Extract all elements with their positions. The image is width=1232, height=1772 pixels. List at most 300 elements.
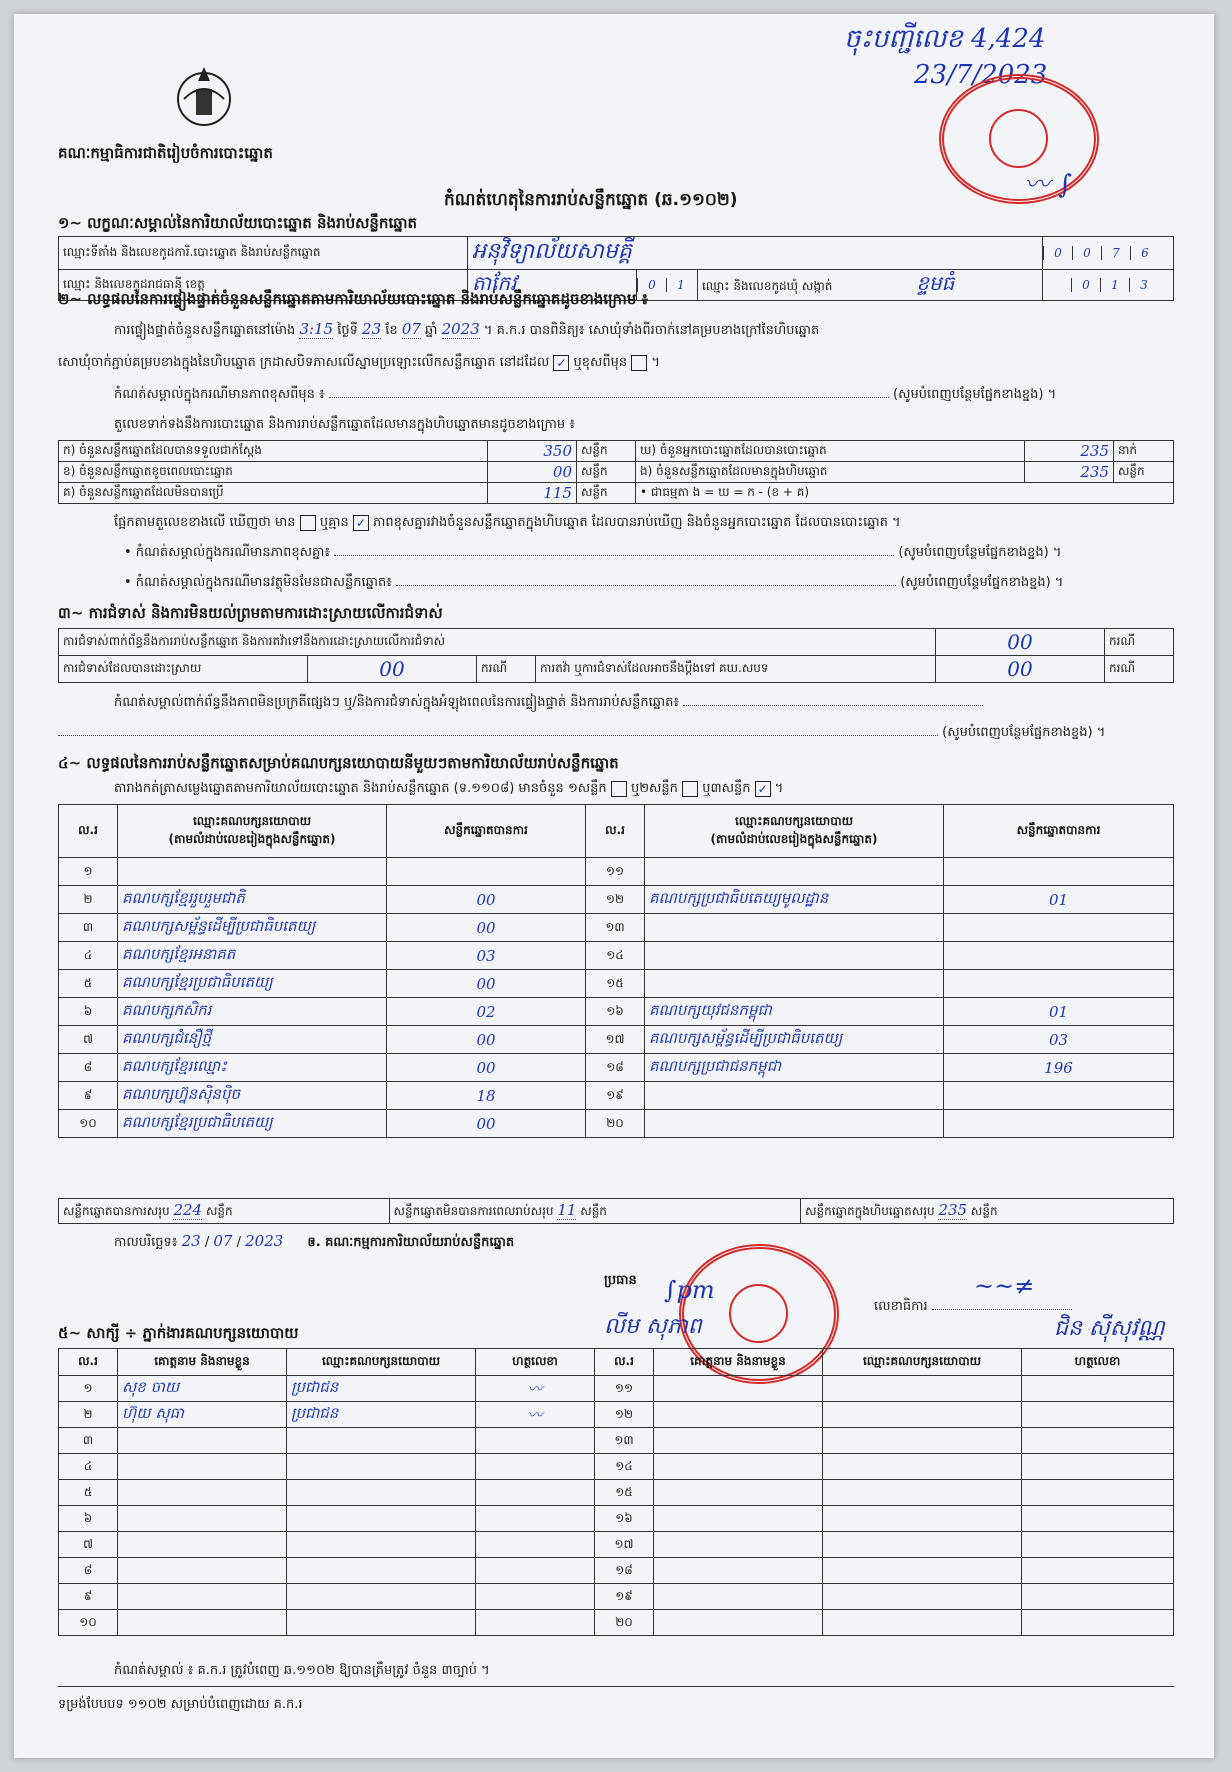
party-votes: 03 [944,1026,1174,1054]
witness-name [654,1532,823,1558]
party-row [59,970,1174,998]
witness-signature [476,1480,595,1506]
col-no: ល.រ [59,805,118,858]
party-votes: 00 [387,886,586,914]
resolved-value: 00 [308,656,477,683]
witness-party [823,1402,1022,1428]
party-name: គណបក្សខ្មែរអនាគត [118,942,387,970]
commune-name: ខ្ទមធំ [916,271,955,295]
bullet-objects [124,574,1174,593]
commune-code-digit: 3 [1129,278,1158,292]
witness-col-party: ឈ្មោះគណបក្សនយោបាយ [287,1349,476,1376]
witness-no: ១៣ [595,1428,654,1454]
seal-check-line: សោឃុំចាក់ភ្ជាប់គម្របខាងក្នុងនៃហិបឆ្នោត ក្រដាសបិទភាសលើស្នាមប្រឡោះលើកសន្លឹកឆ្នោត នៅដដែល ✓ ឬខុសពីមុន ។ [58,355,660,370]
party-no: ១៦ [586,998,645,1026]
section3-heading: ៣~ ការជំទាស់ និងការមិនយល់ព្រមតាមការដោះស្រាយលើការជំទាស់ [58,604,443,622]
witness-name [654,1480,823,1506]
objections-total-label: ការជំទាស់ពាក់ព័ន្ធនឹងការរាប់សន្លឹកឆ្នោត និងការតវ៉ាទៅនឹងការដោះស្រាយលើការជំទាស់ [59,629,936,656]
witness-name [654,1454,823,1480]
party-row [59,914,1174,942]
witness-col-sign-right: ហត្ថលេខា [1022,1349,1174,1376]
bullet-objects-suffix: (សូមបំពេញបន្ថែមផ្នែកខាងខ្នង) ។ [900,575,1064,590]
witness-no: ២០ [595,1610,654,1636]
witness-party [823,1558,1022,1584]
witness-no: ៧ [59,1532,118,1558]
party-name: គណបក្សជំនឿថ្មី [118,1026,387,1054]
two-sheets-checkbox[interactable] [682,781,698,797]
objections-total-value: 00 [936,629,1105,656]
witness-col-no: ល.រ [59,1349,118,1376]
witness-table [58,1348,1174,1636]
col-votes-right: សន្លឹកឆ្នោតបានការ [944,805,1174,858]
unused-unit: សន្លឹក [577,483,636,504]
party-name: គណបក្សប្រជាជនកម្ពុជា [645,1054,944,1082]
witness-signature [476,1454,595,1480]
spoiled-label: ខ) ចំនួនសន្លឹកឆ្នោតខូចពេលបោះឆ្នោត [59,462,488,483]
party-no: ៨ [59,1054,118,1082]
party-results-table [58,804,1174,1138]
ballot-figures-table [58,440,1174,504]
party-no: ២០ [586,1110,645,1138]
voters-unit: នាក់ [1114,441,1174,462]
discrepancy-label-c: ភាពខុសគ្នារវាងចំនួនសន្លឹកឆ្នោតក្នុងហិបឆ្នោត ដែលបានរាប់ឃើញ និងចំនួនអ្នកបោះឆ្នោត ដែលបានបោះឆ្នោត ។ [373,515,901,530]
witness-row [59,1558,1174,1584]
party-votes [944,1110,1174,1138]
diff-note-label: កំណត់សម្គាល់ក្នុងករណីមានភាពខុសពីមុន ៖ [114,387,325,402]
three-sheets-label: ឬ៣សន្លឹក [702,781,751,796]
witness-name [654,1610,823,1636]
discrepancy-label-b: ឬគ្មាន [319,515,349,530]
spoiled-unit: សន្លឹក [577,462,636,483]
total-invalid-cell [389,1199,801,1224]
seal-check-text: សោឃុំចាក់ភ្ជាប់គម្របខាងក្នុងនៃហិបឆ្នោត ក្រដាសបិទភាសលើស្នាមប្រឡោះលើកសន្លឹកឆ្នោត នៅដដែល [58,355,550,370]
witness-col-party-right: ឈ្មោះគណបក្សនយោបាយ [823,1349,1022,1376]
verification-line [114,320,1174,341]
section1-heading: ១~ លក្ខណៈសម្គាល់នៃការិយាល័យបោះឆ្នោត និងរាប់សន្លឹកឆ្នោត [58,214,418,232]
witness-signature [476,1532,595,1558]
verify-month: 07 [401,320,421,338]
bullet-objects-label: • កំណត់សម្គាល់ក្នុងករណីមានវត្ថុមិនមែនជាសន្លឹកឆ្នោត៖ [124,575,392,590]
witness-no: ១៨ [595,1558,654,1584]
unused-label: គ) ចំនួនសន្លឹកឆ្នោតដែលមិនបានប្រើ [59,483,488,504]
col-no-right: ល.រ [586,805,645,858]
witness-no: ១៦ [595,1506,654,1532]
witness-no: ៩ [59,1584,118,1610]
party-no: ៩ [59,1082,118,1110]
witness-name: សុខ ចាយ [118,1376,287,1402]
party-no: ១០ [59,1110,118,1138]
col-party-right-title: ឈ្មោះគណបក្សនយោបាយ [734,814,854,828]
party-no: ៣ [59,914,118,942]
station-code-digit: 7 [1101,246,1130,260]
party-name: គណបក្សខ្មែរប្រជាធិបតេយ្យ [118,970,387,998]
diff-note-line [114,386,1174,405]
received-unit: សន្លឹក [577,441,636,462]
totals-table [58,1198,1174,1224]
nec-emblem-icon [174,59,234,129]
witness-signature [1022,1532,1174,1558]
secretary-label [874,1298,1072,1317]
witness-name [654,1558,823,1584]
party-name: គណបក្សកសិករ [118,998,387,1026]
witness-no: ៥ [59,1480,118,1506]
witness-no: ១១ [595,1376,654,1402]
party-row [59,858,1174,886]
party-name: គណបក្សខ្មែរឈ្មោះ [118,1054,387,1082]
total-valid-unit: សន្លឹក [205,1204,233,1218]
total-box-value: 235 [938,1201,968,1219]
station-code-digit: 0 [1043,246,1072,260]
party-no: ១៧ [586,1026,645,1054]
witness-name [654,1402,823,1428]
diff-note-suffix: (សូមបំពេញបន្ថែមផ្នែកខាងខ្នង) ។ [893,387,1057,402]
irregularity-note-label: កំណត់សម្គាល់ពាក់ព័ន្ធនឹងភាពមិនប្រក្រតីផ្សេងៗ ឬ/និងការជំទាស់ក្នុងអំឡុងពេលនៃការផ្ទៀងផ្ទាត់ និងការរាប់សន្លឹកឆ្នោត៖ [114,695,680,710]
received-label: ក) ចំនួនសន្លឹកឆ្នោតដែលបានទទួលជាក់ស្តែង [59,441,488,462]
date-line: កាលបរិច្ឆេទ៖ 23 / 07 / 2023 ឲ. គណៈកម្មការការិយាល័យរាប់សន្លឹកឆ្នោត [114,1232,515,1250]
party-votes: 196 [944,1054,1174,1082]
received-value: 350 [488,441,577,462]
witness-party [823,1506,1022,1532]
witness-signature [476,1610,595,1636]
witness-no: ១៤ [595,1454,654,1480]
witness-col-sign: ហត្ថលេខា [476,1349,595,1376]
witness-no: ៣ [59,1428,118,1454]
witness-name: ហ៊ុយ សុធា [118,1402,287,1428]
witness-signature [476,1428,595,1454]
in-box-label: ង) ចំនួនសន្លឹកឆ្នោតដែលមានក្នុងហិបឆ្នោត [636,462,1025,483]
date-year: 2023 [245,1232,284,1250]
party-votes: 01 [944,998,1174,1026]
station-code [1043,237,1174,270]
witness-party [823,1610,1022,1636]
witness-signature [476,1558,595,1584]
footer-note: កំណត់សម្គាល់ ៖ គ.ក.រ ត្រូវបំពេញ ឆ.១១០២ ឱ្យបានត្រឹមត្រូវ ចំនួន ៣ច្បាប់ ។ [114,1663,490,1678]
party-name [645,914,944,942]
witness-name [654,1506,823,1532]
verify-time-label: ការផ្ទៀងផ្ទាត់ចំនួនសន្លឹកឆ្នោតនៅម៉ោង [114,323,296,338]
objections-table [58,628,1174,683]
resolved-label: ការជំទាស់ដែលបានដោះស្រាយ [59,656,308,683]
province-name: តាកែវ [468,270,637,301]
witness-row [59,1506,1174,1532]
witness-party [823,1532,1022,1558]
witness-party [287,1480,476,1506]
date-label: កាលបរិច្ឆេទ៖ [114,1235,178,1250]
witness-party: ប្រជាជន [287,1376,476,1402]
witness-signature [1022,1610,1174,1636]
witness-party [823,1376,1022,1402]
discrepancy-line [114,514,1174,533]
three-sheets-checkbox[interactable]: ✓ [755,781,771,797]
witness-party [287,1506,476,1532]
party-votes: 18 [387,1082,586,1110]
party-name [645,1082,944,1110]
witness-no: ៤ [59,1454,118,1480]
party-no: ១២ [586,886,645,914]
station-code-digit: 6 [1130,246,1159,260]
party-row [59,886,1174,914]
witness-col-name-right: គោត្តនាម និងនាមខ្លួន [654,1349,823,1376]
total-valid-label: សន្លឹកឆ្នោតបានការសរុប [63,1204,170,1218]
witness-name [118,1428,287,1454]
party-no: ១៥ [586,970,645,998]
party-row [59,1110,1174,1138]
witness-party [287,1532,476,1558]
witness-signature [1022,1584,1174,1610]
witness-row [59,1480,1174,1506]
party-name [645,1110,944,1138]
unused-value: 115 [488,483,577,504]
has-discrepancy-checkbox[interactable] [300,515,316,531]
signature-top: 〰 ∫ [1024,170,1072,200]
appeal-label: ការតវ៉ា ឬការជំទាស់ដែលអាចនឹងប្តឹងទៅ គឃ.សបទ [536,656,936,683]
station-name: អនុវិទ្យាល័យសាមគ្គី [468,237,1043,270]
party-row [59,1054,1174,1082]
party-row [59,998,1174,1026]
chair-signature: ∫pm [664,1276,715,1304]
party-name: គណបក្សសម្ព័ន្ធដើម្បីប្រជាធិបតេយ្យ [118,914,387,942]
in-box-value: 235 [1025,462,1114,483]
total-box-cell [801,1199,1174,1224]
party-row [59,1082,1174,1110]
total-valid-cell [59,1199,390,1224]
station-label: ឈ្មោះទីតាំង និងលេខកូដការិ.បោះឆ្នោត និងរាប់សន្លឹកឆ្នោត [59,237,468,270]
document-page [14,14,1214,1758]
witness-signature [1022,1480,1174,1506]
witness-party [287,1454,476,1480]
irregularity-note-line2 [58,724,1174,743]
registry-number: ចុះបញ្ជីលេខ 4,424 [844,24,1046,54]
witness-signature: 〰 [476,1402,595,1428]
col-party [118,805,387,858]
org-name: គណៈកម្មាធិការជាតិរៀបចំការបោះឆ្នោត [58,144,273,162]
bullet-discrepancy [124,544,1174,563]
footer-divider [58,1686,1174,1687]
witness-signature [1022,1402,1174,1428]
col-party-title: ឈ្មោះគណបក្សនយោបាយ [192,814,312,828]
party-name [645,942,944,970]
irregularity-note-suffix: (សូមបំពេញបន្ថែមផ្នែកខាងខ្នង) ។ [942,725,1106,740]
figures-intro: តួលេខទាក់ទងនឹងការបោះឆ្នោត និងការរាប់សន្លឹកឆ្នោតដែលមានក្នុងហិបឆ្នោតមានដូចខាងក្រោម ៖ [114,417,575,432]
party-votes: 00 [387,1054,586,1082]
commune-code-digit: 0 [1071,278,1100,292]
official-seal-top [939,74,1099,204]
verify-year: 2023 [441,320,480,338]
section4-heading: ៤~ លទ្ធផលនៃការរាប់សន្លឹកឆ្នោតសម្រាប់គណបក្សនយោបាយនីមួយៗតាមការិយាល័យរាប់សន្លឹកឆ្នោត [58,754,619,772]
verify-year-label: ឆ្នាំ [425,323,438,338]
witness-name [654,1428,823,1454]
witness-party [823,1454,1022,1480]
total-invalid-value: 11 [557,1201,577,1219]
witness-name [118,1558,287,1584]
party-votes: 01 [944,886,1174,914]
party-name: គណបក្សប្រជាធិបតេយ្យមូលដ្ឋាន [645,886,944,914]
witness-no: ១០ [59,1610,118,1636]
witness-row [59,1376,1174,1402]
date-month: 07 [213,1232,233,1250]
date-day: 23 [181,1232,201,1250]
party-no: ១ [59,858,118,886]
footer-form-label: ទម្រង់បែបបទ ១១០២ សម្រាប់បំពេញដោយ គ.ក.រ [58,1697,303,1712]
witness-signature [1022,1506,1174,1532]
party-name [118,858,387,886]
witness-signature [476,1506,595,1532]
party-no: ១៨ [586,1054,645,1082]
voters-value: 235 [1025,441,1114,462]
form-title: កំណត់ហេតុនៃការរាប់សន្លឹកឆ្នោត (ឆ.១១០២) [444,190,738,210]
party-row [59,1026,1174,1054]
party-votes: 00 [387,1026,586,1054]
party-row [59,942,1174,970]
party-no: ១៣ [586,914,645,942]
party-name [645,970,944,998]
no-discrepancy-checkbox[interactable]: ✓ [353,515,369,531]
bullet-discrepancy-label: • កំណត់សម្គាល់ក្នុងករណីមានភាពខុសគ្នា៖ [124,545,331,560]
spoiled-value: 00 [488,462,577,483]
witness-name [118,1480,287,1506]
witness-row [59,1532,1174,1558]
party-no: ៥ [59,970,118,998]
diff-checkbox[interactable] [631,355,647,371]
witness-no: ១២ [595,1402,654,1428]
party-votes [944,970,1174,998]
party-no: ៧ [59,1026,118,1054]
party-votes: 02 [387,998,586,1026]
witness-party [287,1428,476,1454]
party-votes [944,1082,1174,1110]
party-name: គណបក្សខ្មែរប្រជាធិបតេយ្យ [118,1110,387,1138]
party-name: គណបក្សហ្វ៊ុនស៊ិនប៉ិច [118,1082,387,1110]
province-label: ឈ្មោះ និងលេខកូដរាជធានី ខេត្ត [59,270,468,301]
chair-label: ប្រធាន [604,1273,637,1288]
witness-party: ប្រជាជន [287,1402,476,1428]
commune-code-digit: 1 [1100,278,1129,292]
total-invalid-unit: សន្លឹក [580,1204,607,1218]
witness-no: ១៧ [595,1532,654,1558]
secretary-signature: ~~≠ [974,1272,1035,1300]
province-code-digit: 1 [666,278,695,292]
witness-no: ១ [59,1376,118,1402]
section5-heading: ៥~ សាក្សី ÷ ភ្នាក់ងារគណបក្សនយោបាយ [58,1324,299,1342]
verify-time: 3:15 [299,320,334,338]
party-votes [944,942,1174,970]
party-no: ១១ [586,858,645,886]
party-no: ១៤ [586,942,645,970]
witness-signature [1022,1558,1174,1584]
resolved-unit: ករណី [477,656,536,683]
party-votes: 00 [387,970,586,998]
party-no: ៤ [59,942,118,970]
tally-sheets-line: តារាងកត់ត្រាសម្លេងឆ្នោតតាមការិយាល័យបោះឆ្នោត និងរាប់សន្លឹកឆ្នោត (ទ.១១០៨) មានចំនួន ១សន្លឹក ឬ២សន្លឹក ឬ៣សន្លឹក ✓ ។ [114,781,784,796]
witness-signature [1022,1428,1174,1454]
witness-party [287,1610,476,1636]
party-votes [944,858,1174,886]
appeal-unit: ករណី [1105,656,1174,683]
witness-party [287,1584,476,1610]
witness-name [654,1376,823,1402]
commune-label: ឈ្មោះ និងលេខកូដឃុំ សង្កាត់ [702,279,833,293]
total-box-label: សន្លឹកឆ្នោតក្នុងហិបឆ្នោតសរុប [805,1204,935,1218]
one-sheet-checkbox[interactable] [611,781,627,797]
witness-name [118,1506,287,1532]
appeal-value: 00 [936,656,1105,683]
witness-no: ៨ [59,1558,118,1584]
col-votes: សន្លឹកឆ្នោតបានការ [387,805,586,858]
total-valid-value: 224 [173,1201,203,1219]
bullet-discrepancy-suffix: (សូមបំពេញបន្ថែមផ្នែកខាងខ្នង) ។ [898,545,1062,560]
col-party-subtitle: (តាមលំដាប់លេខរៀងក្នុងសន្លឹកឆ្នោត) [168,832,336,846]
section2-heading: ២~ លទ្ធផលនៃការផ្ទៀងផ្ទាត់ចំនួនសន្លឹកឆ្នោតតាមការិយាល័យបោះឆ្នោត និងរាប់សន្លឹកឆ្នោតដូចខាងក្រោម ៖ [58,290,649,308]
total-invalid-label: សន្លឹកឆ្នោតមិនបានការពេលរាប់សរុប [393,1204,554,1218]
discrepancy-label-a: ផ្អែកតាមតួលេខខាងលើ ឃើញថា មាន [114,515,296,530]
witness-party [287,1558,476,1584]
witness-name [118,1584,287,1610]
col-party-right-subtitle: (តាមលំដាប់លេខរៀងក្នុងសន្លឹកឆ្នោត) [710,832,878,846]
objections-total-unit: ករណី [1105,629,1174,656]
witness-name [118,1532,287,1558]
witness-name [118,1610,287,1636]
in-box-unit: សន្លឹក [1114,462,1174,483]
party-votes: 00 [387,914,586,942]
verify-day: 23 [362,320,382,338]
party-votes [387,858,586,886]
witness-party [823,1428,1022,1454]
tally-sheets-label: តារាងកត់ត្រាសម្លេងឆ្នោតតាមការិយាល័យបោះឆ្នោត និងរាប់សន្លឹកឆ្នោត (ទ.១១០៨) មានចំនួន ១សន្លឹក [114,781,607,796]
party-no: ៦ [59,998,118,1026]
party-votes: 03 [387,942,586,970]
witness-row [59,1454,1174,1480]
witness-row [59,1428,1174,1454]
party-no: ១៩ [586,1082,645,1110]
province-code-digit: 0 [637,278,666,292]
two-sheets-label: ឬ២សន្លឹក [630,781,678,796]
total-box-unit: សន្លឹក [970,1204,998,1218]
witness-row [59,1584,1174,1610]
commune-cell [698,270,1043,301]
diff-option-label: ឬខុសពីមុន [573,355,628,370]
witness-no: ៦ [59,1506,118,1532]
irregularity-note [114,694,1174,713]
same-checkbox[interactable]: ✓ [553,355,569,371]
witness-col-no-right: ល.រ [595,1349,654,1376]
formula-note: • ជាធម្មតា ង = ឃ = ក - (ខ + គ) [636,483,1174,504]
verify-month-label: ខែ [385,323,398,338]
registry-date: 23/7/2023 [914,60,1048,90]
secretary-name: ជិន ស៊ីសុវណ្ណ [1054,1316,1165,1341]
witness-name [654,1584,823,1610]
witness-party [823,1584,1022,1610]
commune-code [1043,270,1174,301]
witness-name [118,1454,287,1480]
station-code-digit: 0 [1072,246,1101,260]
witness-signature [476,1584,595,1610]
witness-row [59,1610,1174,1636]
party-no: ២ [59,886,118,914]
party-name [645,858,944,886]
committee-label: ឲ. គណៈកម្មការការិយាល័យរាប់សន្លឹកឆ្នោត [307,1235,515,1250]
col-party-right [645,805,944,858]
witness-no: ១៥ [595,1480,654,1506]
witness-signature: 〰 [476,1376,595,1402]
voters-label: ឃ) ចំនួនអ្នកបោះឆ្នោតដែលបានបោះឆ្នោត [636,441,1025,462]
chair-name: លីម សុភាព [604,1314,702,1339]
party-name: គណបក្សខ្មែររួបរួមជាតិ [118,886,387,914]
verify-day-label: ថ្ងៃទី [337,323,358,338]
party-votes [944,914,1174,942]
witness-no: ១៩ [595,1584,654,1610]
verify-result-text: ។ គ.ក.រ បានពិនិត្យ៖ សោឃុំទាំងពីរចាក់នៅគម្របខាងក្រៅនៃហិបឆ្នោត [483,323,820,338]
witness-signature [1022,1376,1174,1402]
